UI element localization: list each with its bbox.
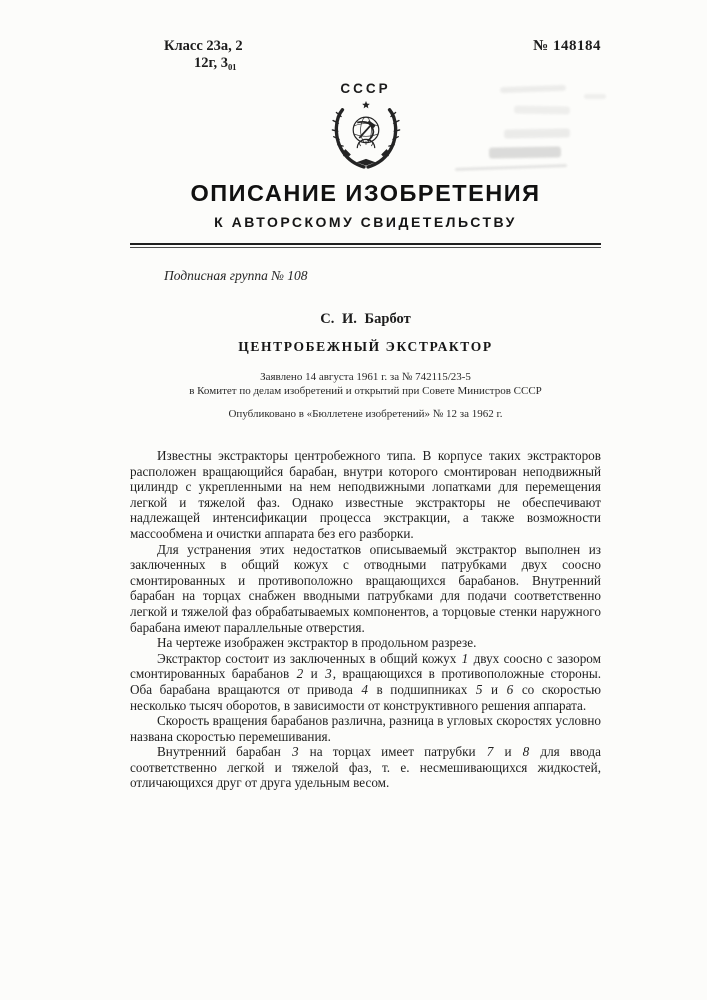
paragraph: Скорость вращения барабанов различна, разница в угловых скоростях условно названа скоростью перемешивания. bbox=[130, 713, 601, 744]
star-icon bbox=[362, 101, 370, 108]
description-body bbox=[130, 448, 601, 791]
hammer-and-sickle-icon bbox=[357, 122, 374, 141]
filing-line-1: Заявлено 14 августа 1961 г. за № 742115/23-5 bbox=[260, 371, 471, 383]
document-subtitle: К АВТОРСКОМУ СВИДЕТЕЛЬСТВУ bbox=[214, 214, 517, 230]
paragraph: На чертеже изображен экстрактор в продольном разрезе. bbox=[157, 635, 477, 651]
class-code-line2: 12г, 3₀₁ bbox=[194, 55, 237, 71]
pencil-smudge bbox=[514, 106, 570, 115]
pencil-smudge bbox=[504, 128, 570, 138]
patent-number: № 148184 bbox=[533, 38, 601, 54]
country-label: СССР bbox=[340, 81, 391, 96]
filing-line-2: в Комитет по делам изобретений и открытий при Совете Министров СССР bbox=[189, 385, 542, 397]
paragraph: Для устранения этих недостатков описываемый экстрактор выполнен из заключенных в общий кожух с отводными патрубками двух соосно смонтированных и противоположно вращающихся барабанов. Внутренний барабан на торцах снабжен вводными патрубками для подачи соответственно легкой и тяжелой фаз обрабатываемых компонентов, а торцовые стенки наружного барабана имеют параллельные отверстия. bbox=[130, 541, 601, 635]
header-divider bbox=[130, 243, 601, 248]
pencil-smudge bbox=[489, 146, 561, 158]
paragraph: Экстрактор состоит из заключенных в общий кожух 1 двух соосно с зазором смонтированных барабанов 2 и 3, вращающихся в противоположные стороны. Оба барабана вращаются от привода 4 в подшипниках 5 и 6 со скоростью несколько тысяч оборотов, в зависимости от конструктивного решения аппарата. bbox=[130, 650, 602, 713]
author-name: С. И. Барбот bbox=[320, 311, 411, 327]
class-code-line1: Класс 23а, 2 bbox=[164, 38, 243, 54]
publication-line: Опубликовано в «Бюллетене изобретений» № 12 за 1962 г. bbox=[228, 408, 503, 420]
pencil-smudge bbox=[584, 94, 606, 99]
invention-title: ЦЕНТРОБЕЖНЫЙ ЭКСТРАКТОР bbox=[238, 339, 493, 354]
paragraph: Внутренний барабан 3 на торцах имеет патрубки 7 и 8 для ввода соответственно легкой и тяжелой фаз, т. е. несмешивающихся жидкостей, отличающихся друг от друга удельным весом. bbox=[130, 744, 601, 791]
paragraph: Известны экстракторы центробежного типа. В корпусе таких экстракторов расположен вращающийся барабан, внутри которого смонтирован неподвижный цилиндр с укрепленными на нем неподвижными лопатками для перемещения легкой и тяжелой фаз. Однако известные экстракторы не обеспечивают надлежащей интенсификации процесса экстракции, а также возможности массообмена и очистки аппарата без его разборки. bbox=[130, 448, 601, 541]
classification-codes bbox=[130, 38, 243, 72]
filing-info bbox=[130, 370, 601, 421]
subscription-group: Подписная группа № 108 bbox=[164, 268, 308, 283]
document-header-topline bbox=[130, 38, 601, 72]
document-title: ОПИСАНИЕ ИЗОБРЕТЕНИЯ bbox=[190, 180, 541, 206]
